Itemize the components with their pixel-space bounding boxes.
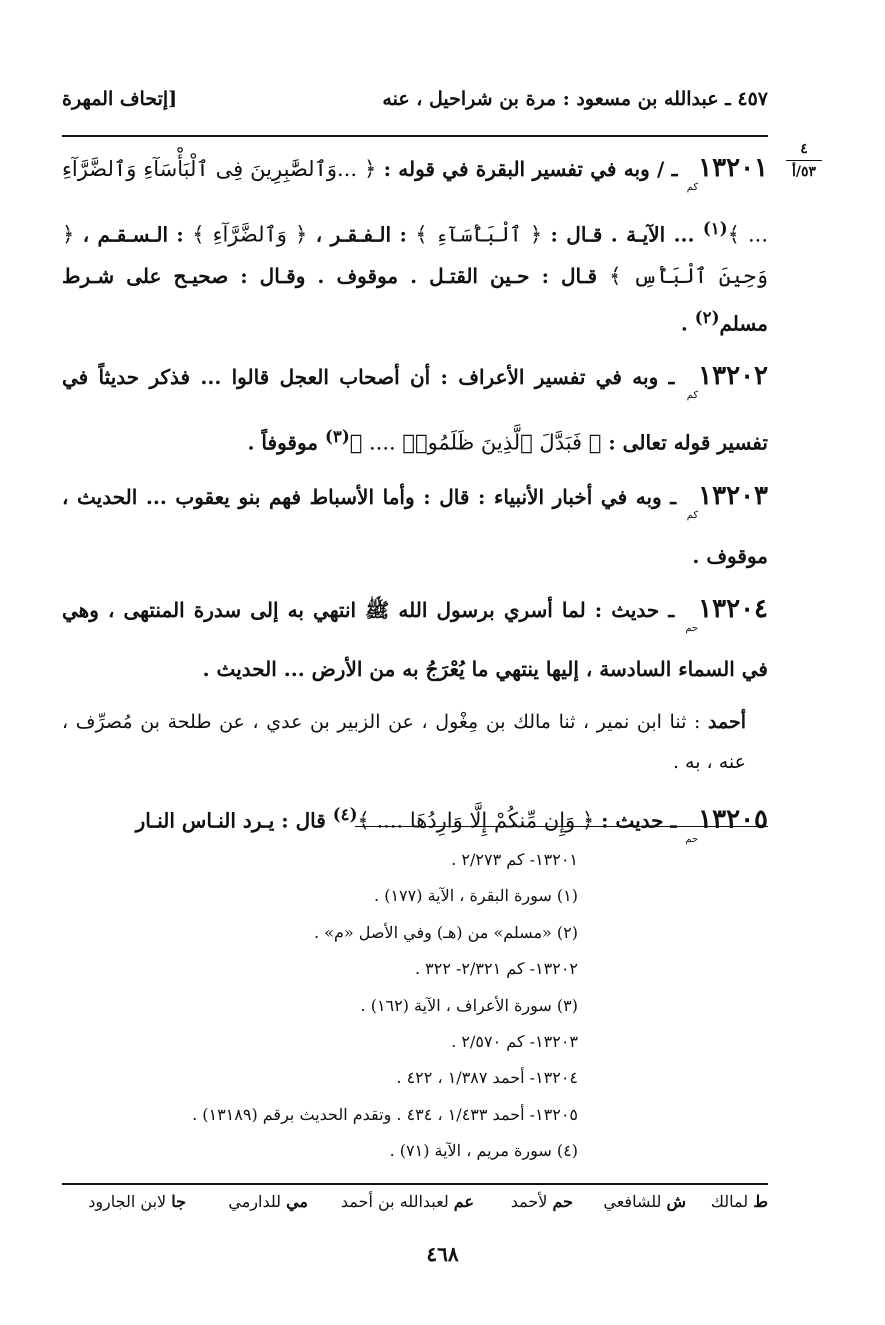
siglum-meaning: للدارمي [228, 1192, 287, 1211]
siglum-item [603, 1192, 686, 1211]
hadith-entry [62, 476, 768, 577]
entry-text: موقوفاً . [247, 430, 325, 455]
entry-number: ١٣٢٠١ [698, 153, 768, 183]
chapter-title: ٤٥٧ ـ عبدالله بن مسعود : مرة بن شراحيل ، عنه [382, 88, 768, 110]
isnad-label: أحمد [708, 710, 746, 733]
hadith-entry [62, 356, 768, 464]
manuscript-folio-ref [782, 140, 826, 181]
footnote-line: (٣) سورة الأعراف ، الآية (١٦٢) . [360, 995, 578, 1015]
footnote-line: (١) سورة البقرة ، الآية (١٧٧) . [374, 886, 578, 906]
siglum-item [228, 1192, 308, 1211]
sigla-rule [62, 1183, 768, 1185]
quran-quote: ﴿ فَبَدَّلَ ٱلَّذِينَ ظَلَمُوا۟ .... ﴾ [349, 430, 602, 455]
entry-text: قال : يـرد النـاس النـار [135, 808, 333, 833]
book-title: [إتحاف المهرة [62, 88, 178, 110]
siglum-meaning: للشافعي [603, 1192, 667, 1211]
entry-text: . [680, 311, 695, 336]
folio-page: ٥٣/أ [791, 164, 817, 180]
source-siglum: كم [686, 390, 699, 402]
source-siglum: كم [686, 182, 699, 193]
quran-quote: ﴿ وَإِن مِّنكُمْ إِلَّا وَارِدُهَا .... ﴾ [357, 808, 595, 833]
footnote-line: ١٣٢٠٢- كم ٢/٣٢١- ٣٢٢ . [414, 959, 578, 979]
source-siglum: كم [686, 509, 699, 521]
entry-text: ـ حديث : لما أسري برسول الله ﷺ انتهي به إلى سدرة المنتهى ، وهي في السماء السادسة ، إليها ينتهي ما يُعْرَجُ به من الأرض ... الحديث . [62, 597, 768, 681]
footnote-line: ١٣٢٠٤- أحمد ١/٣٨٧ ، ٤٢٢ . [396, 1068, 578, 1088]
isnad-text: : ثنا ابن نمير ، ثنا مالك بن مِغْول ، عن الزبير بن عدي ، عن طلحة بن مُصرِّف ، عنه ، به . [62, 710, 746, 773]
isnad-chain [62, 702, 768, 782]
page-number: ٤٦٨ [426, 1242, 459, 1266]
footnote-ref: (٣) [324, 426, 350, 447]
siglum-abbr: حم [552, 1192, 573, 1211]
footnote-line: (٤) سورة مريم ، الآية (٧١) . [389, 1141, 578, 1161]
entry-text: ... الآيـة . قـال : [542, 222, 703, 247]
folio-volume: ٤ [800, 141, 808, 157]
footnote-rule [355, 826, 768, 827]
entry-text: ـ حديث : [594, 808, 684, 833]
entry-text: قـال : حـين القتـل . موقوف . وقـال : صحيـح على شـرط مسلم [62, 263, 768, 336]
header-rule [62, 135, 768, 137]
siglum-abbr: عم [453, 1192, 474, 1211]
siglum-meaning: لعبدالله بن أحمد [340, 1192, 454, 1211]
entry-number: ١٣٢٠٢ [698, 361, 768, 392]
footnote-ref: (٤) [332, 803, 358, 824]
entry-text: : الـفـقـر ، [307, 222, 416, 247]
entry-number: ١٣٢٠٤ [698, 593, 768, 624]
entry-number: ١٣٢٠٥ [698, 804, 768, 835]
siglum-item [711, 1192, 768, 1211]
quran-quote: ﴿ وَٱلضَّرَّآءِ ﴾ [192, 222, 308, 247]
siglum-meaning: لمالك [710, 1192, 754, 1211]
source-siglum: حم [685, 833, 699, 845]
folio-divider [786, 160, 822, 161]
quran-quote: ﴿ ٱلْبَأْسَآءِ ﴾ [415, 222, 543, 247]
footnote-line: ١٣٢٠٣- كم ٢/٥٧٠ . [451, 1032, 578, 1052]
footnotes [62, 842, 768, 1170]
siglum-abbr: مي [286, 1192, 308, 1211]
footnote-ref: (٢) [694, 306, 720, 327]
sigla-key [62, 1192, 768, 1222]
main-text [62, 148, 768, 872]
entry-text: ـ وبه في تفسير الأعراف : أن أصحاب العجل قالوا ... فذكر حديثاً في تفسير قوله تعالى : [62, 365, 768, 455]
entry-text: : الـسـقـم ، [74, 222, 193, 247]
siglum-item [341, 1192, 474, 1211]
siglum-abbr: جا [171, 1192, 186, 1211]
siglum-abbr: ش [666, 1192, 686, 1211]
hadith-entry [62, 148, 768, 344]
siglum-abbr: ط [753, 1192, 768, 1211]
entry-number: ١٣٢٠٣ [698, 480, 768, 511]
entry-text: ـ / وبه في تفسير البقرة في قوله : [376, 157, 685, 181]
footnote-line: ١٣٢٠١- كم ٢/٢٧٣ . [451, 850, 578, 869]
siglum-item [511, 1192, 573, 1211]
siglum-item [88, 1192, 186, 1211]
hadith-entry [62, 589, 768, 690]
entry-text: ـ وبه في أخبار الأنبياء : قال : وأما الأسباط فهم بنو يعقوب ... الحديث ، موقوف . [62, 484, 768, 568]
running-header [62, 88, 768, 124]
quran-quote: ﴿ وَحِينَ ٱلْبَأْسِ ﴾ [62, 222, 769, 288]
quran-quote: ﴿ ...وَٱلصَّٰبِرِينَ فِى ٱلْبَأْسَآءِ وَٱلضَّرَّآءِ ... ﴾ [62, 157, 769, 247]
footnote-line: (٢) «مسلم» من (هـ) وفي الأصل «م» . [314, 922, 578, 942]
footnote-line: ١٣٢٠٥- أحمد ١/٤٣٣ ، ٤٣٤ . وتقدم الحديث برقم (١٣١٨٩) . [192, 1104, 578, 1124]
source-siglum: حم [685, 622, 699, 634]
siglum-meaning: لأحمد [510, 1192, 553, 1211]
siglum-meaning: لابن الجارود [88, 1192, 172, 1211]
footnote-ref: (١) [702, 218, 728, 238]
